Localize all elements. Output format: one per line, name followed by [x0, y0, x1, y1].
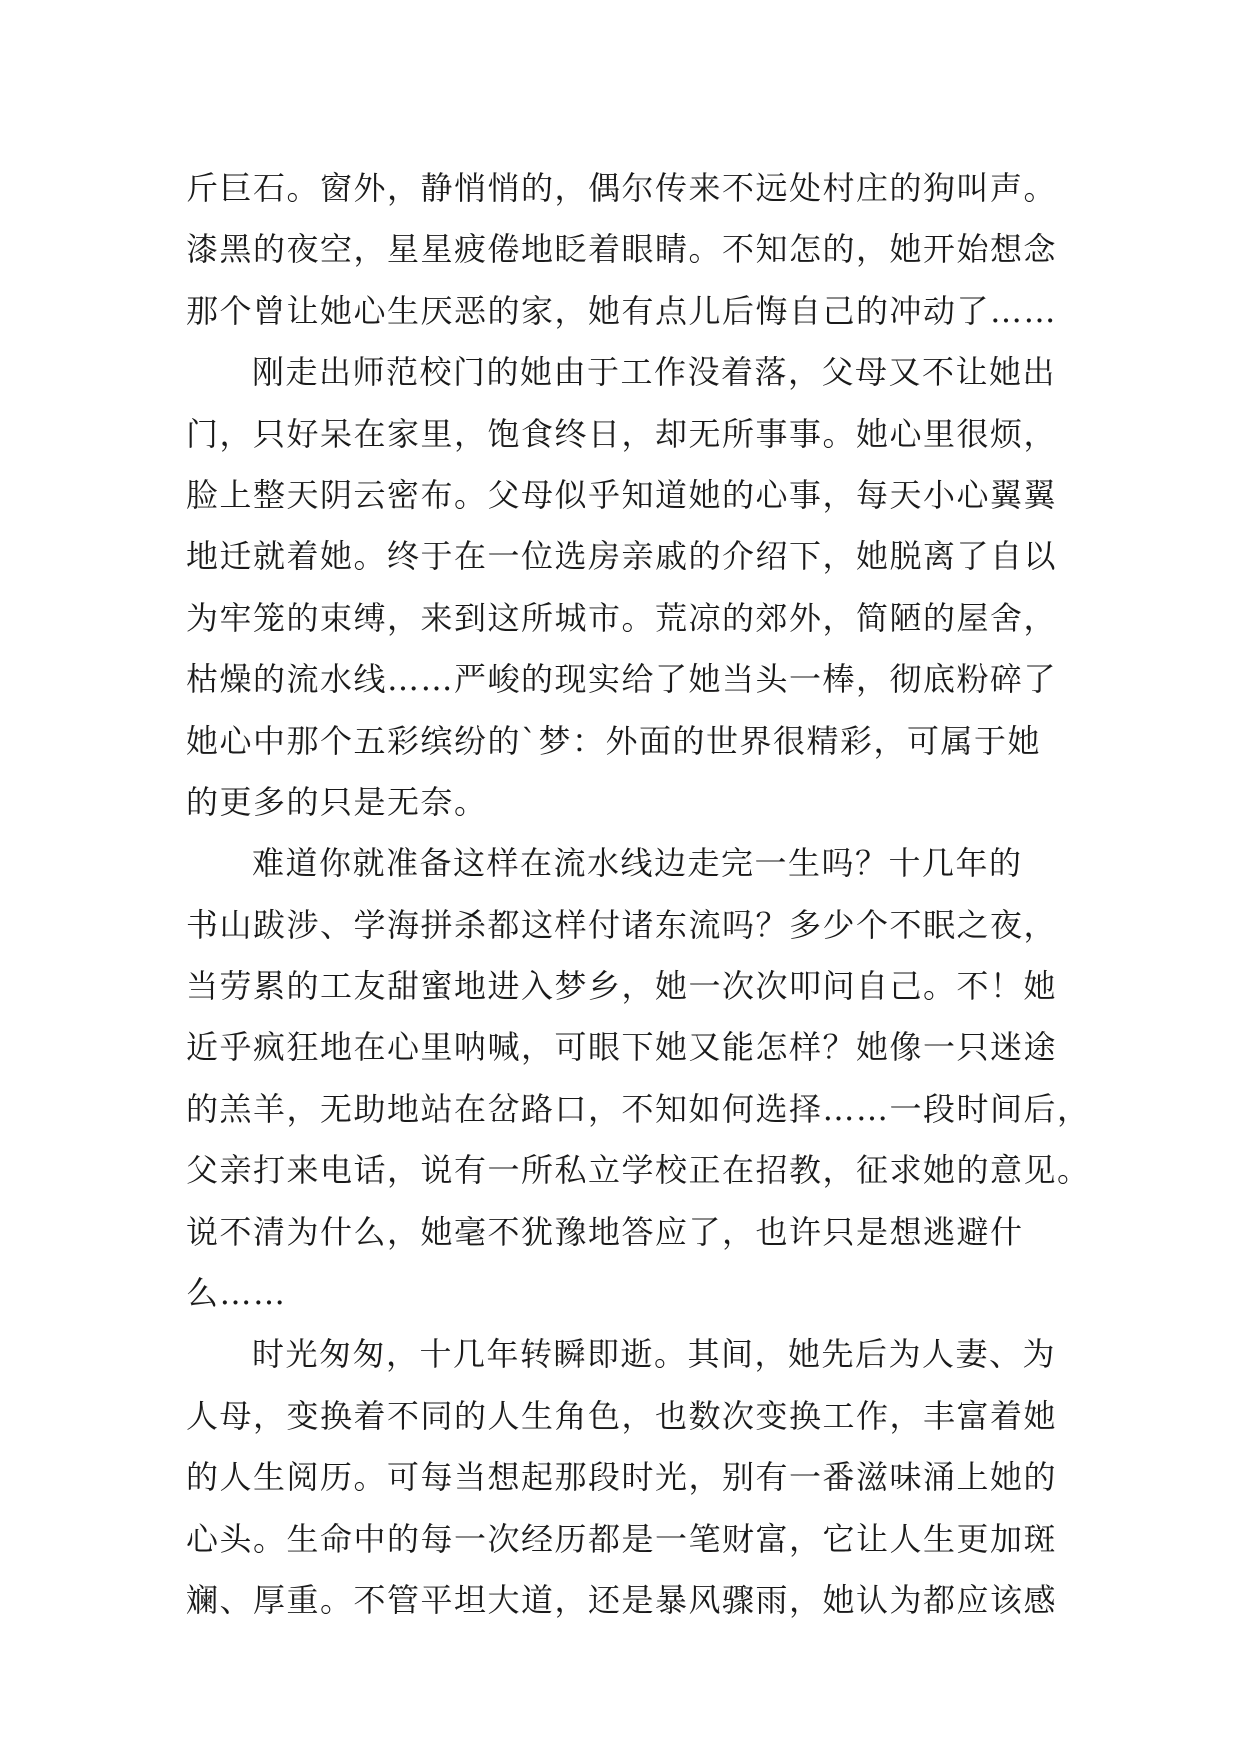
text-line: 人母，变换着不同的人生角色，也数次变换工作，丰富着她	[186, 1396, 1058, 1435]
text-line: 她心中那个五彩缤纷的`梦：外面的世界很精彩，可属于她	[186, 721, 1042, 760]
text-line: 难道你就准备这样在流水线边走完一生吗？十几年的	[252, 844, 1023, 883]
text-line: 为牢笼的束缚，来到这所城市。荒凉的郊外，简陋的屋舍，	[186, 598, 1058, 637]
text-line: 书山跋涉、学海拼杀都这样付诸东流吗？多少个不眠之夜，	[186, 905, 1058, 944]
text-line: 当劳累的工友甜蜜地进入梦乡，她一次次叩问自己。不！她	[186, 967, 1058, 1006]
text-line: 斓、厚重。不管平坦大道，还是暴风骤雨，她认为都应该感	[186, 1580, 1058, 1619]
paragraph	[186, 1324, 1056, 1631]
text-line: 么……	[186, 1274, 287, 1313]
document-body	[186, 158, 1091, 1631]
text-line: 脸上整天阴云密布。父母似乎知道她的心事，每天小心翼翼	[186, 475, 1058, 514]
paragraph	[186, 833, 1091, 1324]
text-line: 近乎疯狂地在心里呐喊，可眼下她又能怎样？她像一只迷途	[186, 1028, 1058, 1067]
paragraph	[186, 158, 1056, 342]
text-line: 的更多的只是无奈。	[186, 782, 488, 821]
text-line: 时光匆匆，十几年转瞬即逝。其间，她先后为人妻、为	[252, 1335, 1057, 1374]
text-line: 父亲打来电话，说有一所私立学校正在招教，征求她的意见。	[186, 1151, 1091, 1190]
text-line: 地迁就着她。终于在一位选房亲戚的介绍下，她脱离了自以	[186, 537, 1058, 576]
text-line: 那个曾让她心生厌恶的家，她有点儿后悔自己的冲动了……	[186, 291, 1058, 330]
text-line: 的人生阅历。可每当想起那段时光，别有一番滋味涌上她的	[186, 1458, 1058, 1497]
text-line: 斤巨石。窗外，静悄悄的，偶尔传来不远处村庄的狗叫声。	[186, 169, 1058, 207]
text-line: 心头。生命中的每一次经历都是一笔财富，它让人生更加斑	[186, 1519, 1058, 1558]
text-line: 的羔羊，无助地站在岔路口，不知如何选择……一段时间后，	[186, 1089, 1091, 1128]
text-line: 漆黑的夜空，星星疲倦地眨着眼睛。不知怎的，她开始想念	[186, 230, 1058, 269]
text-line: 刚走出师范校门的她由于工作没着落，父母又不让她出	[252, 353, 1057, 392]
text-line: 门，只好呆在家里，饱食终日，却无所事事。她心里很烦，	[186, 414, 1058, 453]
paragraph	[186, 342, 1056, 833]
text-line: 说不清为什么，她毫不犹豫地答应了，也许只是想逃避什	[186, 1212, 1024, 1251]
text-line: 枯燥的流水线……严峻的现实给了她当头一棒，彻底粉碎了	[186, 660, 1058, 699]
